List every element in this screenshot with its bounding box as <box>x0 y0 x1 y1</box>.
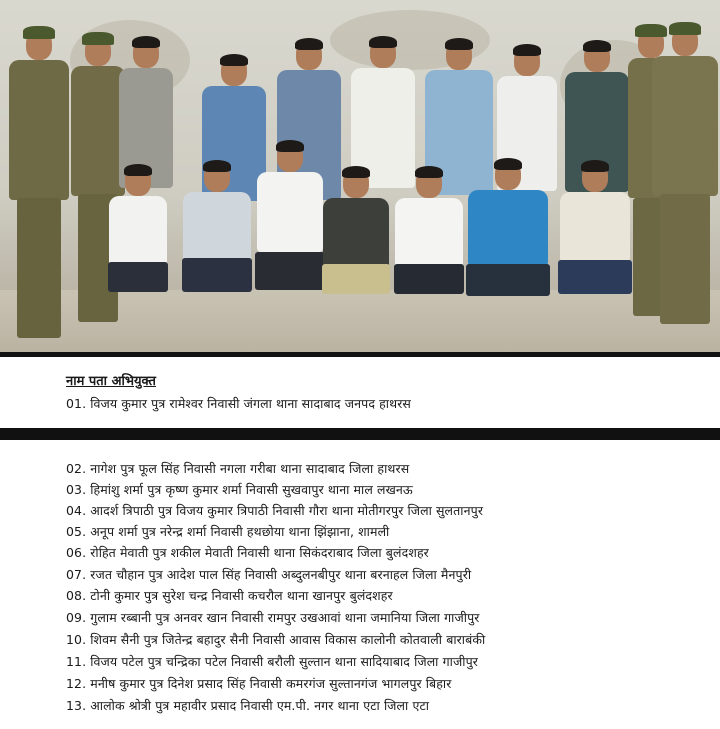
list-item: 12. मनीष कुमार पुत्र दिनेश प्रसाद सिंह निवासी कमरगंज सुल्तानगंज भागलपुर बिहार <box>66 676 452 691</box>
list-item: 05. अनूप शर्मा पुत्र नरेन्द्र शर्मा निवासी हथछोया थाना झिंझाना, शामली <box>66 524 390 539</box>
list-item: 01. विजय कुमार पुत्र रामेश्वर निवासी जंगला थाना सादाबाद जनपद हाथरस <box>66 396 411 411</box>
police-officer <box>650 26 720 326</box>
list-item: 10. शिवम सैनी पुत्र जितेन्द्र बहादुर सैनी निवासी आवास विकास कालोनी कोतवाली बाराबंकी <box>66 632 486 647</box>
seated-person <box>558 162 632 302</box>
seated-person <box>322 168 390 302</box>
list-item: 09. गुलाम रब्बानी पुत्र अनवर खान निवासी रामपुर उखआवां थाना जमानिया जिला गाजीपुर <box>66 610 480 625</box>
list-item: 07. रजत चौहान पुत्र आदेश पाल सिंह निवासी अब्दुलनबीपुर थाना बरनाहल जिला मैनपुरी <box>66 567 472 582</box>
seated-person <box>394 168 464 302</box>
police-officer <box>8 30 70 345</box>
seated-person <box>466 160 550 300</box>
list-item: 03. हिमांशु शर्मा पुत्र कृष्ण कुमार शर्मा निवासी सुखवापुर थाना माल लखनऊ <box>66 482 413 497</box>
seated-person <box>256 142 324 302</box>
list-item: 04. आदर्श त्रिपाठी पुत्र विजय कुमार त्रिपाठी निवासी गौरा थाना मोतीगरपुर जिला सुलतानपुर <box>66 503 484 518</box>
list-item: 08. टोनी कुमार पुत्र सुरेश चन्द्र निवासी कचरौल थाना खानपुर बुलंदशहर <box>66 588 393 603</box>
list-item: 06. रोहित मेवाती पुत्र शकील मेवाती निवासी थाना सिकंदराबाद जिला बुलंदशहर <box>66 545 429 560</box>
accused-list-document <box>0 357 720 729</box>
list-item: 13. आलोक श्रोत्री पुत्र महावीर प्रसाद निवासी एम.पी. नगर थाना एटा जिला एटा <box>66 698 430 713</box>
list-item: 02. नागेश पुत्र फूल सिंह निवासी नगला गरीबा थाना सादाबाद जिला हाथरस <box>66 461 410 476</box>
group-photo <box>0 0 720 352</box>
document-heading: नाम पता अभियुक्त <box>66 374 156 389</box>
divider-bar <box>0 428 720 440</box>
seated-person <box>108 166 168 296</box>
seated-person <box>182 162 252 302</box>
list-item: 11. विजय पटेल पुत्र चन्द्रिका पटेल निवासी बरौली सुल्तान थाना सादियाबाद जिला गाजीपुर <box>66 654 478 669</box>
